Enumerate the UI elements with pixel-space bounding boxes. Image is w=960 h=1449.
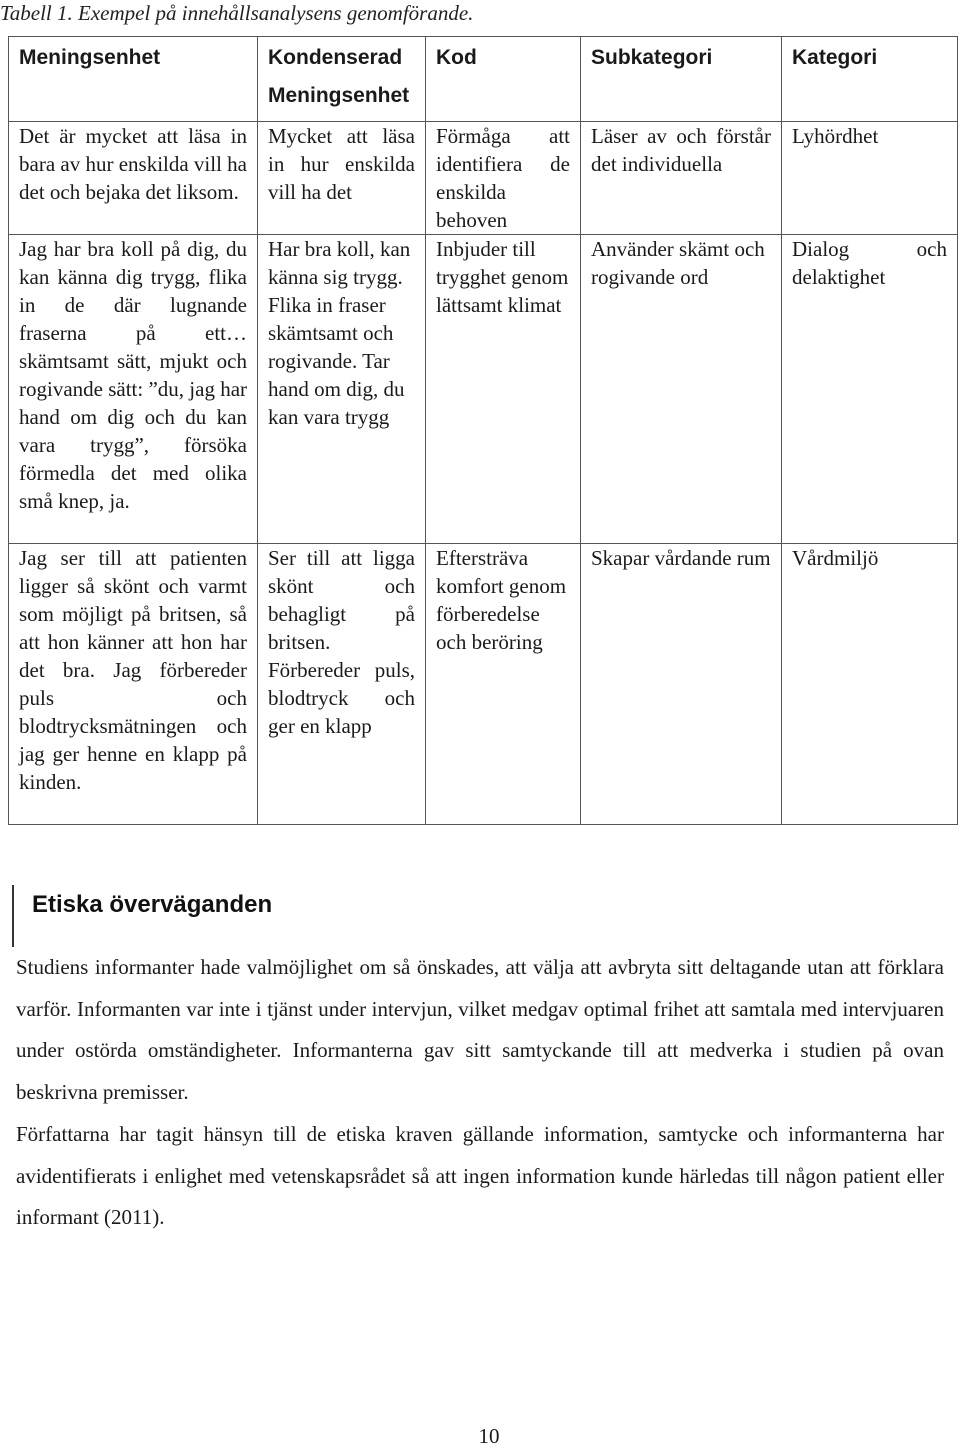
header-kategori: Kategori [782, 37, 958, 122]
cell-kod: Eftersträva komfort genom förberedelse och beröring [426, 544, 581, 825]
header-meningsenhet: Meningsenhet [9, 37, 258, 122]
cell-kondenserad: Har bra koll, kan känna sig trygg. Flika in fraser skämtsamt och rogivande. Tar hand om dig, du kan vara trygg [258, 235, 426, 544]
section-heading-block [12, 885, 948, 947]
body-paragraph: Studiens informanter hade valmöjlighet om så önskades, att välja att avbryta sitt deltagande utan att förklara varför. Informanten var inte i tjänst under intervjun, vilket medgav optimal frihet att samtala med intervjuaren under ostörda omständigheter. Informanterna gav sitt samtyckande till att medverka i studien på ovan beskrivna premisser. [16, 955, 944, 1105]
table-header-row [9, 37, 958, 122]
cell-subkategori: Läser av och förstår det individuella [581, 122, 782, 235]
cell-kategori: Dialog och delaktighet [782, 235, 958, 544]
section-heading: Etiska överväganden [32, 891, 273, 918]
cell-kondenserad: Mycket att läsa in hur enskilda vill ha det [258, 122, 426, 235]
header-kod: Kod [426, 37, 581, 122]
cell-subkategori: Skapar vårdande rum [581, 544, 782, 825]
cell-meningsenhet: Jag har bra koll på dig, du kan känna dig trygg, flika in de där lugnande fraserna på ett… skämtsamt sätt, mjukt och rogivande sätt: ”du, jag har hand om dig och du kan vara trygg”, försöka förmedla det med olika små knep, ja. [9, 235, 258, 544]
header-subkategori: Subkategori [581, 37, 782, 122]
cell-kondenserad: Ser till att ligga skönt och behagligt på britsen. Förbereder puls, blodtryck och ger en klapp [258, 544, 426, 825]
cell-subkategori: Använder skämt och rogivande ord [581, 235, 782, 544]
ethics-section [12, 885, 948, 1239]
body-paragraph: Författarna har tagit hänsyn till de etiska kraven gällande information, samtycke och informanterna har avidentifierats i enlighet med vetenskapsrådet så att ingen information kunde härledas till någon patient eller informant (2011). [16, 1121, 944, 1230]
table-caption: Tabell 1. Exempel på innehållsanalysens genomförande. [0, 1, 474, 25]
cell-kod: Förmåga att identifiera de enskilda behoven [426, 122, 581, 235]
table-row [9, 235, 958, 544]
cell-meningsenhet: Jag ser till att patienten ligger så skönt och varmt som möjligt på britsen, så att hon känner att hon har det bra. Jag förbereder puls och blodtrycksmätningen och jag ger henne en klapp på kinden. [9, 544, 258, 825]
cell-kategori: Vårdmiljö [782, 544, 958, 825]
cell-kod: Inbjuder till trygghet genom lättsamt klimat [426, 235, 581, 544]
table-row [9, 122, 958, 235]
cell-kategori: Lyhördhet [782, 122, 958, 235]
content-analysis-table [8, 36, 958, 825]
header-kondenserad-meningsenhet: Kondenserad Meningsenhet [258, 37, 426, 122]
table-row [9, 544, 958, 825]
cell-meningsenhet: Det är mycket att läsa in bara av hur enskilda vill ha det och bejaka det liksom. [9, 122, 258, 235]
page-number: 10 [478, 1424, 500, 1448]
heading-margin-bar [12, 885, 14, 947]
